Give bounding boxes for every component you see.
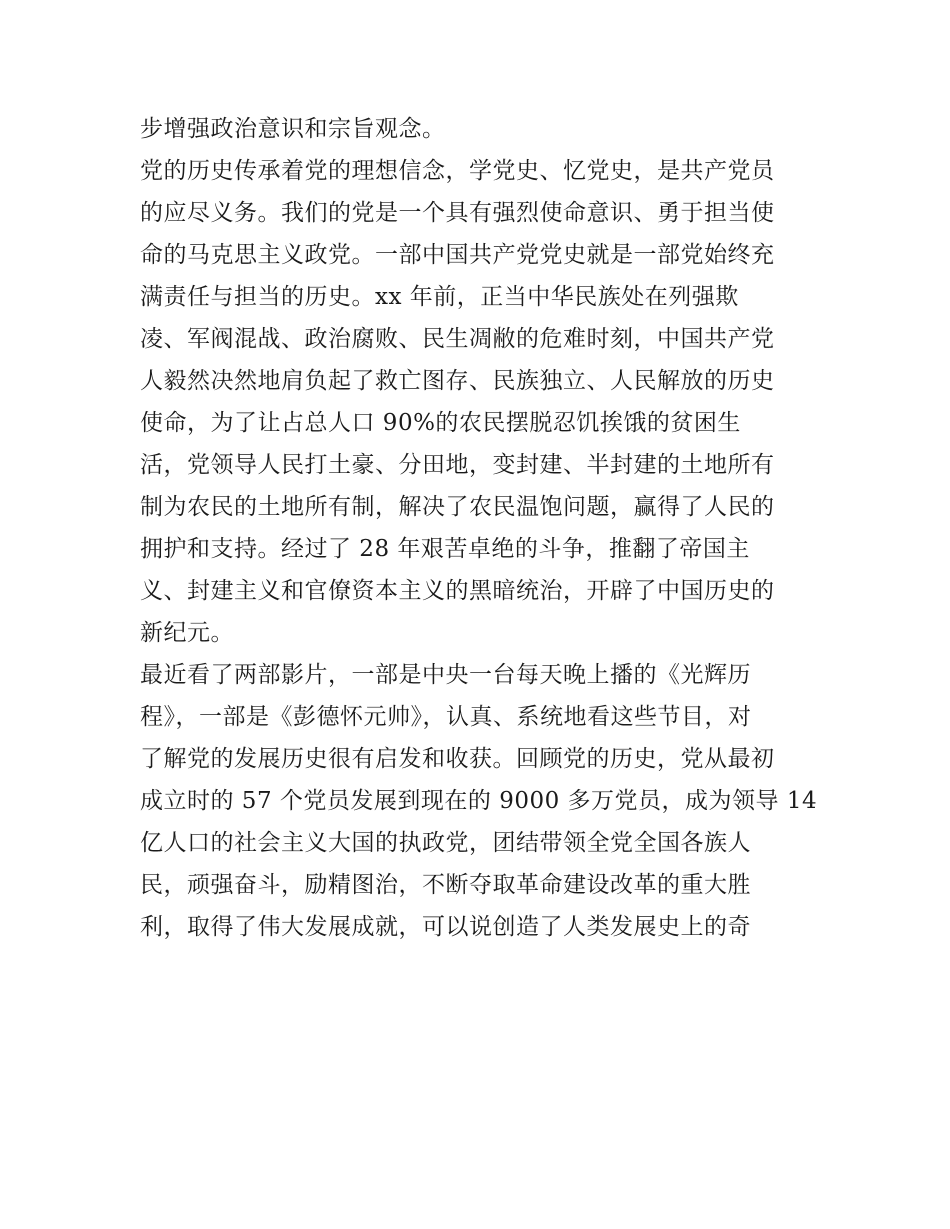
text-line: 成立时的 57 个党员发展到现在的 9000 多万党员，成为领导 14 [140, 788, 818, 814]
text-line: 命的马克思主义政党。一部中国共产党党史就是一部党始终充 [140, 242, 775, 268]
text-line: 新纪元。 [140, 620, 234, 646]
text-line: 人毅然决然地肩负起了救亡图存、民族独立、人民解放的历史 [140, 368, 775, 394]
text-line: 活，党领导人民打土豪、分田地，变封建、半封建的土地所有 [140, 452, 775, 478]
text-line: 制为农民的土地所有制，解决了农民温饱问题，赢得了人民的 [140, 494, 775, 520]
text-line: 亿人口的社会主义大国的执政党，团结带领全党全国各族人 [140, 830, 751, 856]
text-line: 了解党的发展历史很有启发和收获。回顾党的历史，党从最初 [140, 746, 775, 772]
text-line: 满责任与担当的历史。xx 年前，正当中华民族处在列强欺 [140, 284, 739, 310]
text-line: 党的历史传承着党的理想信念，学党史、忆党史，是共产党员 [140, 158, 775, 184]
text-line: 使命，为了让占总人口 90%的农民摆脱忍饥挨饿的贫困生 [140, 410, 741, 436]
text-line: 拥护和支持。经过了 28 年艰苦卓绝的斗争，推翻了帝国主 [140, 536, 750, 562]
text-line: 义、封建主义和官僚资本主义的黑暗统治，开辟了中国历史的 [140, 578, 775, 604]
document-body [140, 108, 830, 948]
text-line: 凌、军阀混战、政治腐败、民生凋敝的危难时刻，中国共产党 [140, 326, 775, 352]
text-line: 的应尽义务。我们的党是一个具有强烈使命意识、勇于担当使 [140, 200, 775, 226]
text-line: 程》，一部是《彭德怀元帅》，认真、系统地看这些节目，对 [140, 704, 752, 730]
text-line: 民，顽强奋斗，励精图治，不断夺取革命建设改革的重大胜 [140, 872, 751, 898]
text-line: 步增强政治意识和宗旨观念。 [140, 116, 446, 142]
text-line: 最近看了两部影片，一部是中央一台每天晚上播的《光辉历 [140, 662, 751, 688]
text-line: 利，取得了伟大发展成就，可以说创造了人类发展史上的奇 [140, 914, 751, 940]
